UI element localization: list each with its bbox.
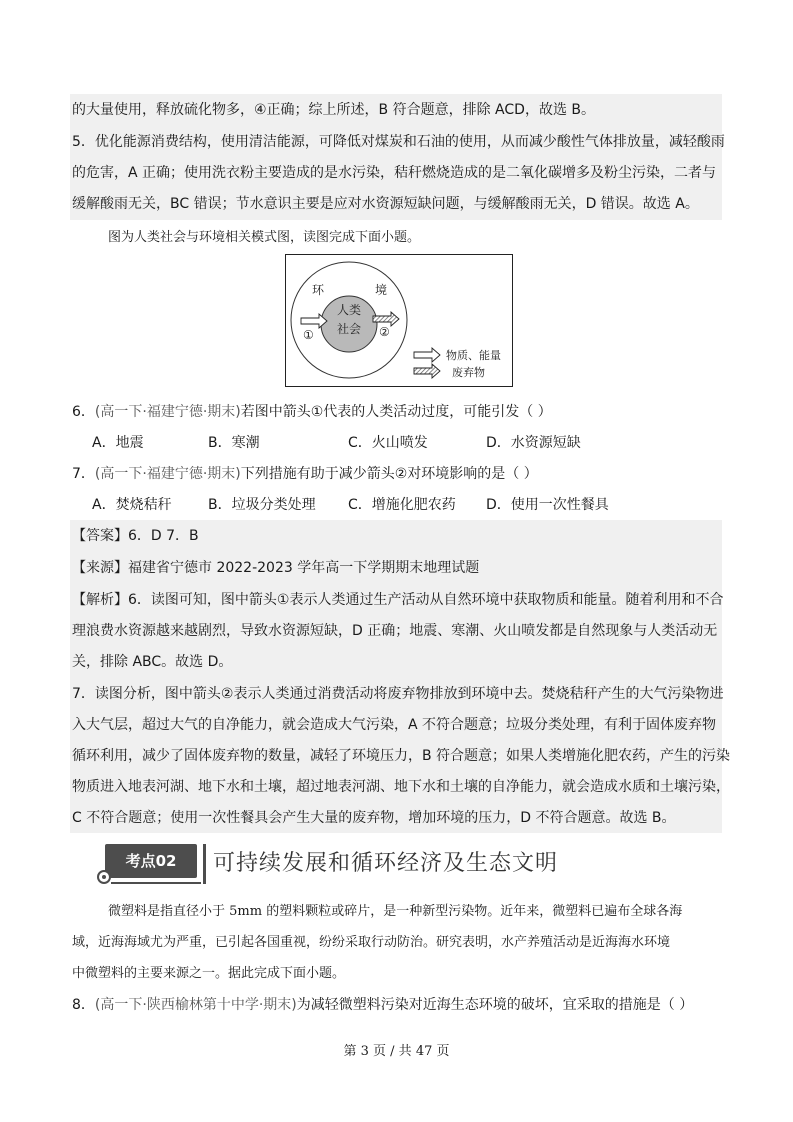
q8-number: 8． (72, 997, 95, 1013)
badge-dot-icon (97, 870, 111, 884)
q7-option-d: D．使用一次性餐具 (486, 497, 609, 513)
text-line: C 不符合题意；使用一次性餐具会产生大量的废弃物，增加环境的压力，D 不符合题意。故选 B。 (72, 810, 676, 826)
text-line: 理浪费水资源越来越剧烈，导致水资源短缺，D 正确；地震、寒潮、火山喷发都是自然现象与人类活动无 (72, 623, 718, 639)
q7-option-b: B．垃圾分类处理 (208, 497, 316, 513)
legend-waste-label: 废弃物 (452, 366, 485, 379)
human-environment-diagram (285, 254, 513, 387)
society-label-1: 人类 (337, 303, 362, 317)
q6-number: 6． (72, 404, 95, 420)
question-7 (72, 464, 538, 484)
badge-underline (111, 882, 201, 884)
text-line: 域，近海海域尤为严重，已引起各国重视，纷纷采取行动防治。研究表明，水产养殖活动是近海海水环境 (72, 935, 671, 950)
question-8 (72, 995, 693, 1015)
legend-material-label: 物质、能量 (446, 349, 501, 362)
text-line: 微塑料是指直径小于 5mm 的塑料颗粒或碎片，是一种新型污染物。近年来，微塑料已遍布全球各海 (108, 904, 683, 919)
q8-source: (高一下·陕西榆林第十中学·期末) (94, 997, 297, 1013)
arrow-2-label: ② (379, 325, 390, 339)
text-line: 缓解酸雨无关，BC 错误；节水意识主要是应对水资源短缺问题，与缓解酸雨无关，D 错误。故选 A。 (72, 196, 699, 212)
text-line: 入大气层，超过大气的自净能力，就会造成大气污染，A 不符合题意；垃圾分类处理，有利于固体废弃物 (72, 717, 717, 733)
text-line: 5．优化能源消费结构，使用清洁能源，可降低对煤炭和石油的使用，从而减少酸性气体排放量，减轻酸雨 (72, 134, 725, 150)
section-title: 可持续发展和循环经济及生态文明 (213, 851, 559, 876)
q6-option-b: B．寒潮 (208, 435, 260, 451)
text-line: 的大量使用，释放硫化物多，④正确；综上所述，B 符合题意，排除 ACD，故选 B。 (72, 102, 595, 118)
text-line: 7．读图分析，图中箭头②表示人类通过消费活动将废弃物排放到环境中去。焚烧秸秆产生的大气污染物进 (72, 686, 724, 702)
q6-source: (高一下·福建宁德·期末) (94, 404, 241, 420)
q7-option-c: C．增施化肥农药 (348, 497, 456, 513)
q7-text: 下列措施有助于减少箭头②对环境影响的是（ ） (240, 466, 538, 482)
section-divider (203, 844, 206, 884)
question-intro: 图为人类社会与环境相关模式图，读图完成下面小题。 (108, 230, 421, 245)
q6-option-d: D．水资源短缺 (486, 435, 581, 451)
q7-option-a: A．焚烧秸秆 (92, 497, 172, 513)
question-6 (72, 402, 552, 422)
answer-line: 【答案】6．D 7．B (72, 528, 199, 544)
section-header (97, 842, 722, 890)
q7-source: (高一下·福建宁德·期末) (94, 466, 241, 482)
q6-option-c: C．火山喷发 (348, 435, 428, 451)
text-line: 【解析】6．读图可知，图中箭头①表示人类通过生产活动从自然环境中获取物质和能量。随着利用和不合 (72, 592, 724, 608)
source-line: 【来源】福建省宁德市 2022-2023 学年高一下学期期末地理试题 (72, 560, 480, 576)
text-line: 的危害，A 正确；使用洗衣粉主要造成的是水污染，秸秆燃烧造成的是二氧化碳增多及粉尘污染，二者与 (72, 165, 717, 181)
text-line: 关，排除 ABC。故选 D。 (72, 654, 233, 670)
text-line: 中微塑料的主要来源之一。据此完成下面小题。 (72, 966, 346, 981)
q8-text: 为减轻微塑料污染对近海生态环境的破坏，宜采取的措施是（ ） (296, 997, 694, 1013)
q6-text: 若图中箭头①代表的人类活动过度，可能引发（ ） (240, 404, 552, 420)
q6-option-a: A．地震 (92, 435, 144, 451)
society-label-2: 社会 (337, 322, 362, 336)
q7-number: 7． (72, 466, 95, 482)
text-line: 循环利用，减少了固体废弃物的数量，减轻了环境压力，B 符合题意；如果人类增施化肥农药，产生的污染 (72, 748, 731, 764)
page-footer: 第 3 页 / 共 47 页 (343, 1044, 450, 1059)
env-label-right: 境 (375, 283, 388, 297)
section-badge: 考点02 (105, 844, 197, 878)
env-label-left: 环 (312, 283, 325, 297)
text-line: 物质进入地表河湖、地下水和土壤，超过地表河湖、地下水和土壤的自净能力，就会造成水质和土壤污染， (72, 779, 730, 795)
arrow-1-label: ① (303, 328, 314, 342)
